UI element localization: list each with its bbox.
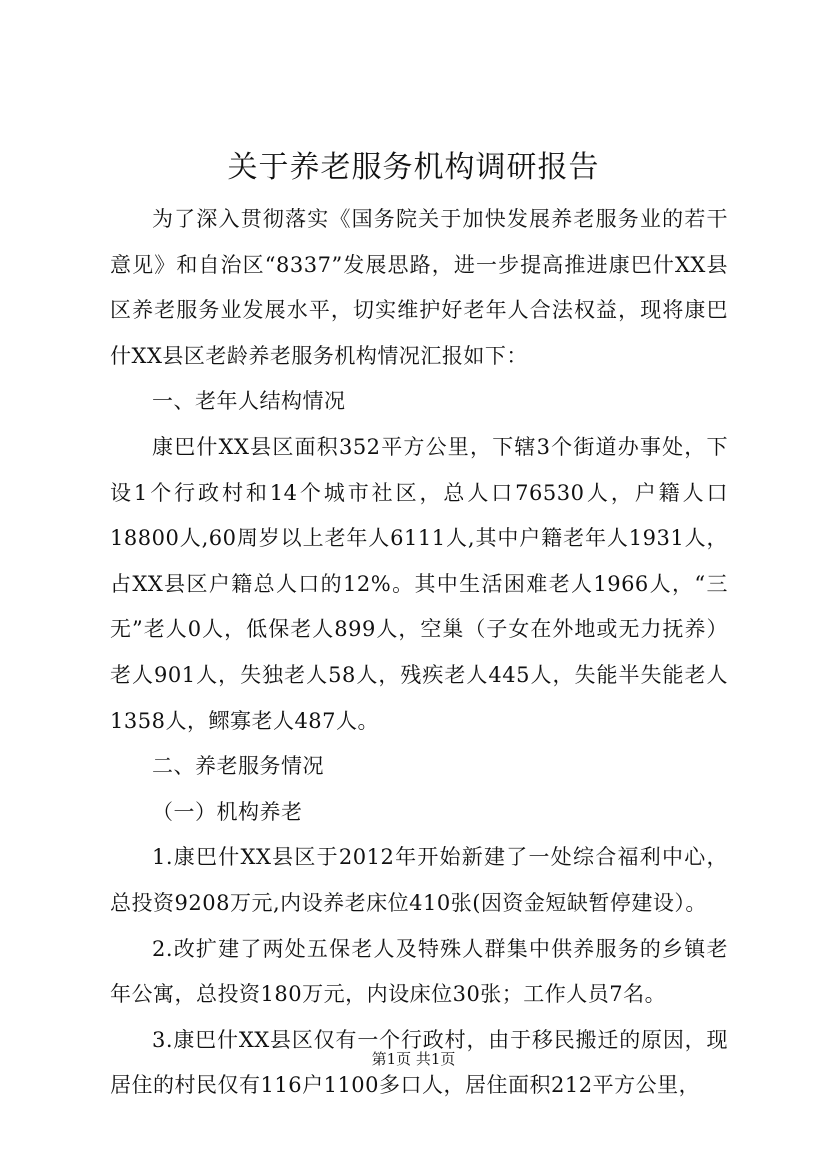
section-heading-elderly-structure: 一、老年人结构情况 (152, 389, 346, 414)
page-footer: 第1页 共1页 (371, 1050, 456, 1068)
paragraph-item-3: 3.康巴什XX县区仅有一个行政村，由于移民搬迁的原因，现居住的村民仅有116户1100多口人，居住面积212平方公里， (110, 1027, 728, 1098)
paragraph-intro: 为了深入贯彻落实《国务院关于加快发展养老服务业的若干意见》和自治区“8337”发展思路，进一步提高推进康巴什XX县区养老服务业发展水平，切实维护好老年人合法权益，现将康巴什XX县区老龄养老服务机构情况汇报如下： (110, 207, 728, 368)
document-title: 关于养老服务机构调研报告 (227, 150, 600, 185)
subsection-heading-institutional-care: （一）机构养老 (152, 799, 303, 824)
section-heading-elderly-services: 二、养老服务情况 (152, 754, 324, 779)
paragraph-item-2: 2.改扩建了两处五保老人及特殊人群集中供养服务的乡镇老年公寓，总投资180万元，内设床位30张；工作人员7名。 (110, 936, 728, 1007)
paragraph-item-1: 1.康巴什XX县区于2012年开始新建了一处综合福利中心，总投资9208万元,内设养老床位410张(因资金短缺暂停建设）。 (110, 845, 728, 915)
document-body (110, 197, 728, 1109)
paragraph-elderly-structure: 康巴什XX县区面积352平方公里，下辖3个街道办事处，下设1个行政村和14个城市社区，总人口76530人，户籍人口18800人,60周岁以上老年人6111人,其中户籍老年人1931人，占XX县区户籍总人口的12%。其中生活困难老人1966人，“三无”老人0人，低保老人899人，空巢（子女在外地或无力抚养）老人901人，失独老人58人，残疾老人445人，失能半失能老人1358人，鳏寡老人487人。 (110, 434, 728, 733)
